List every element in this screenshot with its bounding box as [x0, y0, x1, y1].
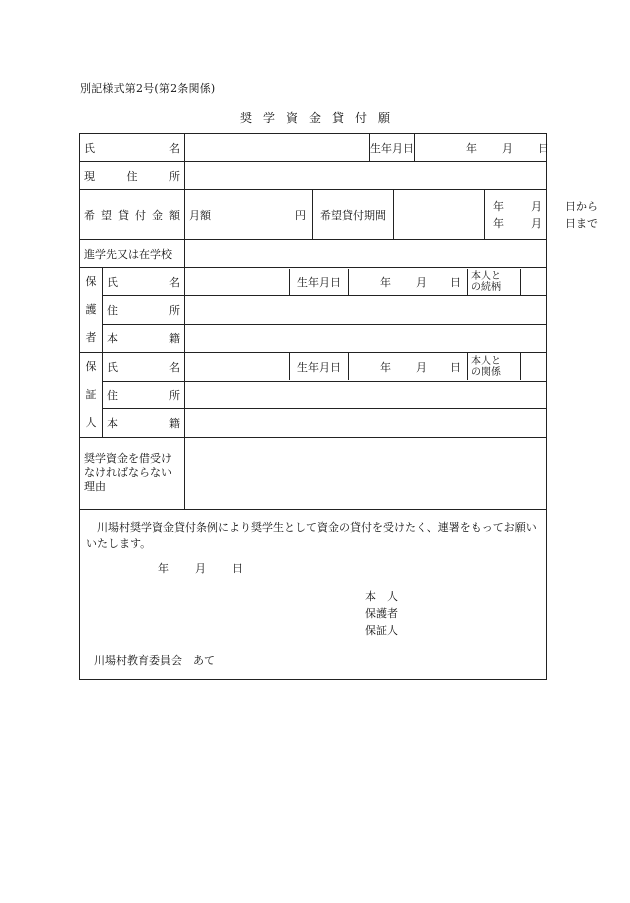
reason-row	[80, 438, 547, 510]
statement-row	[80, 510, 547, 680]
signer-list	[365, 588, 398, 639]
guardian-relation-label: 本人と の続柄	[468, 269, 521, 295]
applicant-name-label: 氏 名	[80, 134, 185, 162]
form-number-note: 別記様式第2号(第2条関係)	[80, 82, 216, 95]
statement-block	[80, 510, 547, 680]
guarantor-address-field[interactable]	[185, 381, 547, 409]
period-from: 年 月 日から	[493, 199, 598, 213]
guarantor-birth-label: 生年月日	[290, 353, 349, 380]
guardian-group-label: 保 護 者	[80, 268, 103, 353]
guardian-name-row	[80, 268, 547, 296]
application-form-table	[79, 133, 598, 680]
guarantor-address-label: 住 所	[103, 381, 185, 409]
guarantor-name-label: 氏 名	[103, 353, 185, 382]
guardian-address-field[interactable]	[185, 296, 547, 324]
guardian-domicile-label: 本 籍	[103, 324, 185, 352]
school-field[interactable]	[185, 240, 547, 268]
guarantor-birth-field[interactable]: 年 月 日	[349, 353, 468, 380]
signer-self: 本 人	[365, 590, 398, 603]
guardian-name-field[interactable]	[185, 269, 290, 295]
form-title: 奨学資金貸付願	[239, 111, 401, 125]
signer-guardian: 保護者	[365, 607, 398, 620]
guardian-address-label: 住 所	[103, 296, 185, 324]
guarantor-relation-label: 本人と の関係	[468, 353, 521, 380]
school-label: 進学先又は在学校	[80, 240, 185, 268]
guardian-domicile-field[interactable]	[185, 324, 547, 352]
applicant-address-label: 現 住 所	[80, 162, 185, 190]
statement-text: 川場村奨学資金貸付条例により奨学生として資金の貸付を受けたく、連署をもってお願いいたします。	[86, 521, 537, 550]
loan-amount-label: 希 望 貸 付 金 額	[80, 190, 185, 240]
signer-guarantor: 保証人	[365, 624, 398, 637]
applicant-birth-label: 生年月日	[370, 134, 415, 161]
guardian-birth-field[interactable]: 年 月 日	[349, 269, 468, 295]
guardian-domicile-row	[80, 324, 547, 352]
applicant-address-row	[80, 162, 547, 190]
guardian-name-label: 氏 名	[103, 268, 185, 296]
statement-date[interactable]: 年 月 日	[158, 562, 243, 575]
period-to: 年 月 日まで	[493, 216, 598, 230]
reason-field[interactable]	[185, 438, 547, 510]
reason-label: 奨学資金を借受け なければならない 理由	[80, 438, 185, 510]
guarantor-name-field[interactable]	[185, 353, 290, 380]
applicant-birth-field[interactable]: 年 月 日	[466, 141, 549, 155]
guardian-relation-field[interactable]	[521, 269, 546, 295]
guarantor-group-label: 保 証 人	[80, 353, 103, 438]
guardian-birth-label: 生年月日	[290, 269, 349, 295]
guarantor-domicile-field[interactable]	[185, 409, 547, 438]
guarantor-name-row	[80, 353, 547, 382]
school-row	[80, 240, 547, 268]
guarantor-address-row	[80, 381, 547, 409]
guarantor-domicile-label: 本 籍	[103, 409, 185, 438]
loan-amount-field[interactable]: 月額 円	[185, 190, 313, 240]
applicant-address-field[interactable]	[185, 162, 547, 190]
guarantor-domicile-row	[80, 409, 547, 438]
guarantor-relation-field[interactable]	[521, 353, 546, 380]
guardian-address-row	[80, 296, 547, 324]
applicant-name-field[interactable]	[185, 134, 370, 162]
recipient: 川場村教育委員会 あて	[94, 654, 215, 667]
loan-period-label: 希望貸付期間	[313, 190, 394, 239]
loan-row	[80, 190, 547, 240]
loan-period-field[interactable]	[485, 190, 598, 240]
applicant-name-row	[80, 134, 547, 162]
